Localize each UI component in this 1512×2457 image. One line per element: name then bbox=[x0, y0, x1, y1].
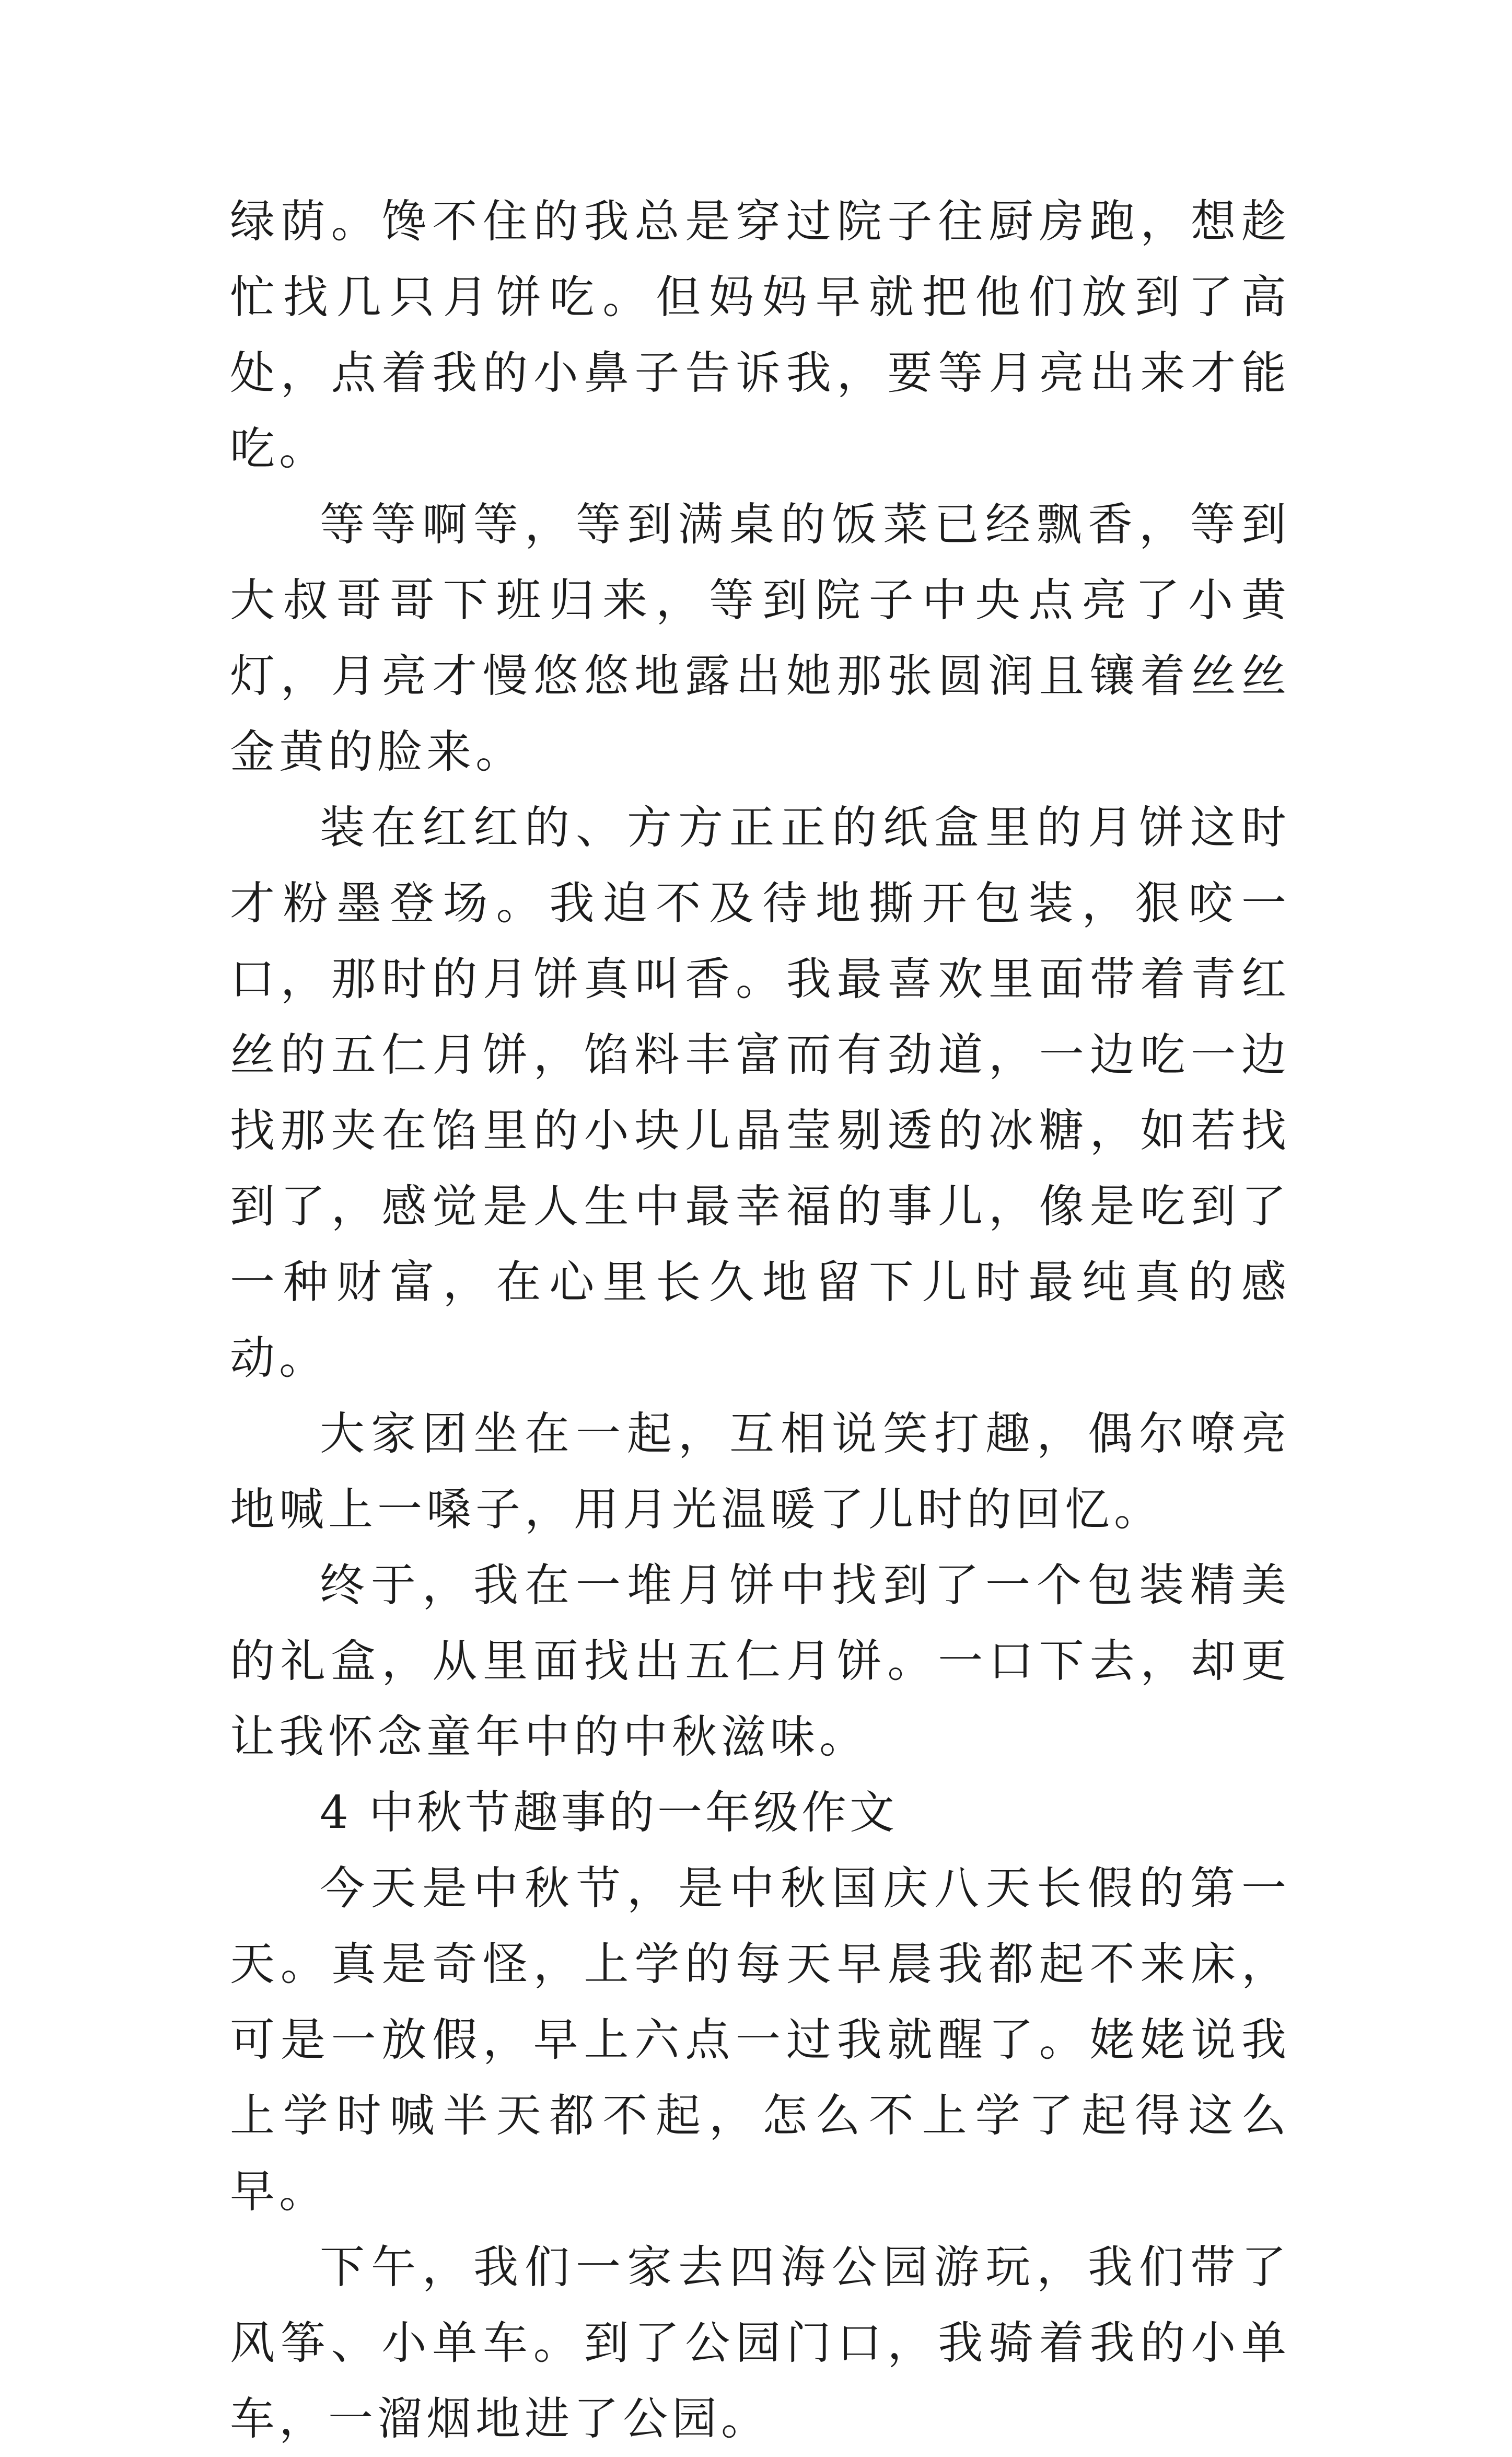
paragraph-7: 下午，我们一家去四海公园游玩，我们带了风筝、小单车。到了公园门口，我骑着我的小单车，一溜烟地进了公园。 bbox=[230, 2241, 1290, 2445]
paragraph-3: 装在红红的、方方正正的纸盒里的月饼这时才粉墨登场。我迫不及待地撕开包装，狠咬一口，那时的月饼真叫香。我最喜欢里面带着青红丝的五仁月饼，馅料丰富而有劲道，一边吃一边找那夹在馅里的小块儿晶莹剔透的冰糖，如若找到了，感觉是人生中最幸福的事儿，像是吃到了一种财富，在心里长久地留下儿时最纯真的感动。 bbox=[230, 802, 1290, 1384]
section-heading: 4 中秋节趣事的一年级作文 bbox=[320, 1787, 898, 1839]
paragraph-6: 今天是中秋节，是中秋国庆八天长假的第一天。真是奇怪，上学的每天早晨我都起不来床，可是一放假，早上六点一过我就醒了。姥姥说我上学时喊半天都不起，怎么不上学了起得这么早。 bbox=[230, 1862, 1290, 2218]
document-body bbox=[230, 184, 1290, 2457]
paragraph-1: 绿荫。馋不住的我总是穿过院子往厨房跑，想趁忙找几只月饼吃。但妈妈早就把他们放到了高处，点着我的小鼻子告诉我，要等月亮出来才能吃。 bbox=[230, 195, 1290, 475]
paragraph-4: 大家团坐在一起，互相说笑打趣，偶尔嘹亮地喊上一嗓子，用月光温暖了儿时的回忆。 bbox=[230, 1408, 1290, 1536]
paragraph-2: 等等啊等，等到满桌的饭菜已经飘香，等到大叔哥哥下班归来，等到院子中央点亮了小黄灯，月亮才慢悠悠地露出她那张圆润且镶着丝丝金黄的脸来。 bbox=[230, 499, 1290, 778]
paragraph-5: 终于，我在一堆月饼中找到了一个包装精美的礼盒，从里面找出五仁月饼。一口下去，却更让我怀念童年中的中秋滋味。 bbox=[230, 1559, 1290, 1763]
